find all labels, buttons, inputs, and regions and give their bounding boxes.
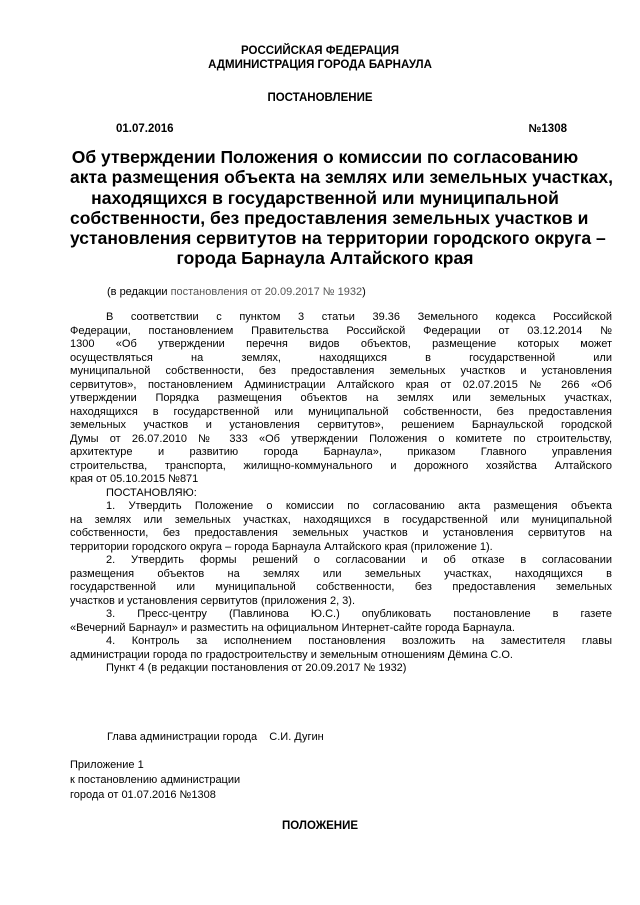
body-line: собственности, без предоставления земельных участков и установления сервитутов на: [70, 527, 612, 539]
body-line: участков и установления сервитутов (приложения 2, 3).: [70, 594, 356, 607]
body-line: 1. Утвердить Положение о комиссии по согласованию акта размещения объекта: [106, 500, 612, 512]
body-line: архитектуре и развитию города Барнаула», приказом Главного управления: [70, 446, 612, 458]
section-title: ПОЛОЖЕНИЕ: [281, 820, 359, 832]
body-line: 2. Утвердить формы решений о согласовании и об отказе в согласовании: [106, 554, 612, 566]
body-line: утверждении Порядка размещения объектов на землях или земельных участках,: [70, 392, 612, 404]
body-line: строительства, транспорта, жилищно-коммунального и дорожного хозяйства Алтайского: [70, 459, 612, 472]
doc-title: [70, 147, 613, 269]
edition-note: (в редакции постановления от 20.09.2017 № 1932): [107, 286, 366, 298]
doc-body: [70, 311, 612, 676]
signature-line: Глава администрации города С.И. Дугин: [107, 731, 324, 743]
body-line: территории городского округа – города Барнаула Алтайского края (приложение 1).: [70, 540, 493, 553]
header-doc-type: ПОСТАНОВЛЕНИЕ: [267, 92, 373, 104]
appendix-line: к постановлению администрации: [70, 774, 241, 786]
doc-date: 01.07.2016: [116, 123, 174, 135]
body-line: находящихся в государственной или муниципальной собственности, без предоставления: [70, 405, 612, 418]
body-line: размещения объектов на землях или земельных участках, находящихся в: [70, 567, 612, 580]
title-line: находящихся в государственной или муниципальной: [91, 187, 559, 208]
body-line: сервитутов», постановлением Администрации Алтайского края от 02.07.2015 № 266 «Об: [70, 378, 612, 391]
body-line: муниципальной собственности, без предоставления земельных участков и установления: [70, 365, 612, 377]
body-line: Федерации, постановлением Правительства Российской Федерации от 03.12.2014 №: [70, 324, 612, 337]
title-line: собственности, без предоставления земельных участков и: [70, 207, 589, 228]
body-line: на землях или земельных участках, находящихся в государственной или муниципальной: [70, 513, 612, 526]
body-line: «Вечерний Барнаул» и разместить на официальном Интернет-сайте города Барнаула.: [70, 621, 515, 634]
doc-number: №1308: [528, 123, 567, 135]
body-line: края от 05.10.2015 №871: [70, 473, 199, 485]
amendment-note: Пункт 4 (в редакции постановления от 20.09.2017 № 1932): [106, 662, 407, 674]
appendix-line: Приложение 1: [70, 759, 144, 771]
title-line: города Барнаула Алтайского края: [176, 248, 474, 269]
title-line: установления сервитутов на территории городского округа –: [70, 228, 606, 249]
header-country: РОССИЙСКАЯ ФЕДЕРАЦИЯ: [241, 45, 399, 57]
body-line: государственной или муниципальной собственности, без предоставления земельных: [70, 581, 612, 593]
body-line: В соответствии с пунктом 3 статьи 39.36 Земельного кодекса Российской: [106, 311, 612, 323]
decree-word: ПОСТАНОВЛЯЮ:: [106, 486, 197, 499]
header-administration: АДМИНИСТРАЦИЯ ГОРОДА БАРНАУЛА: [208, 59, 432, 71]
appendix-line: города от 01.07.2016 №1308: [70, 789, 216, 801]
body-line: 1300 «Об утверждении перечня видов объектов, размещение которых может: [70, 338, 612, 350]
title-line: акта размещения объекта на землях или земельных участках,: [70, 167, 613, 188]
body-line: земельных участков и установления сервитутов», решением Барнаульской городской: [70, 419, 612, 431]
body-line: администрации города по градостроительству и земельным отношениям Дёмина С.О.: [70, 648, 513, 661]
body-line: 4. Контроль за исполнением постановления возложить на заместителя главы: [106, 635, 612, 647]
appendix-block: [70, 758, 240, 803]
edition-link[interactable]: постановления от 20.09.2017 № 1932: [170, 286, 363, 298]
body-line: Думы от 26.07.2010 № 333 «Об утверждении Положения о комитете по строительству,: [70, 432, 612, 445]
title-line: Об утверждении Положения о комиссии по согласованию: [71, 147, 579, 167]
body-line: 3. Пресс-центру (Павлинова Ю.С.) опубликовать постановление в газете: [106, 608, 612, 620]
body-line: осуществляться на землях, находящихся в государственной или: [70, 351, 612, 364]
